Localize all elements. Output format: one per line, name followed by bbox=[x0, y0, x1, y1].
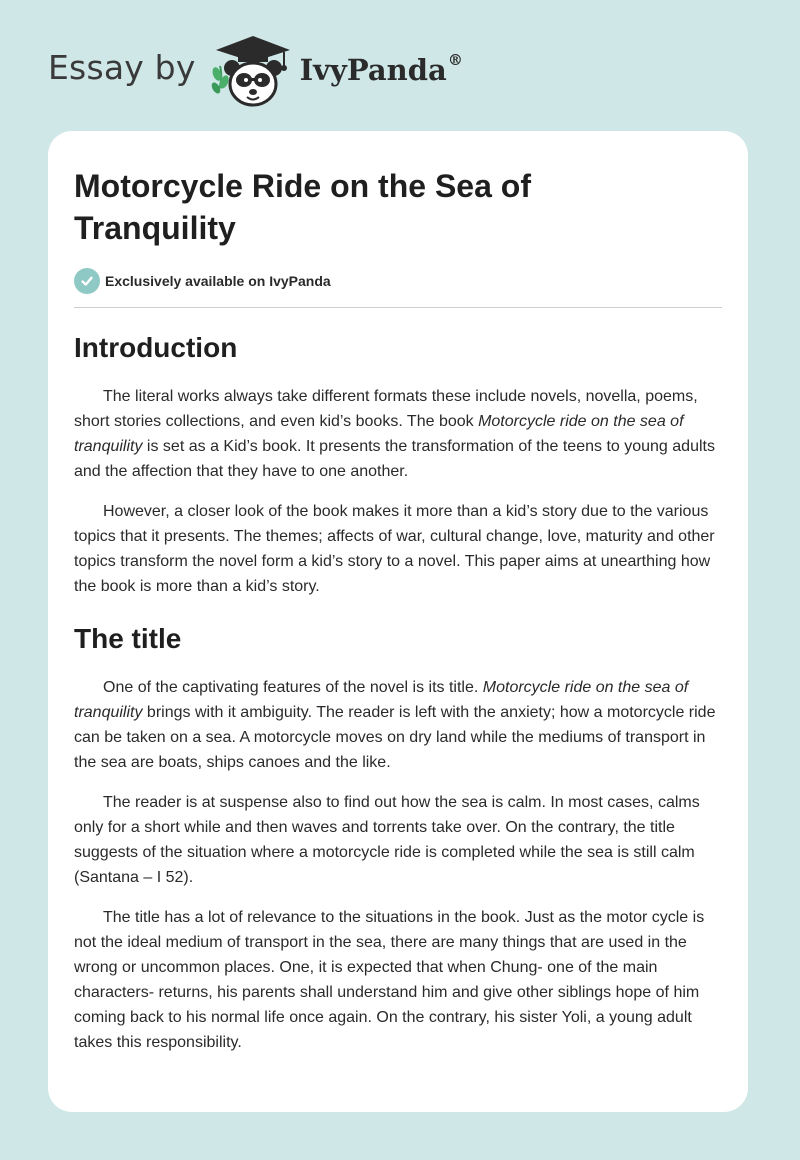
divider bbox=[74, 307, 722, 308]
paragraph-text: The literal works always take different formats these include novels, novella, poems, short stories collections, and even kid’s books. The book bbox=[74, 388, 698, 430]
page-title: Motorcycle Ride on the Sea of Tranquility bbox=[74, 168, 531, 246]
paragraph-text: However, a closer look of the book makes it more than a kid’s story due to the various topics that it presents. The themes; affects of war, cultural change, love, maturity and other topics transform the novel form a kid’s story to a novel. This paper aims at unearthing how the book is more than a kid’s story. bbox=[74, 503, 715, 595]
paragraph bbox=[74, 499, 724, 599]
paragraph bbox=[74, 790, 724, 890]
check-circle-icon bbox=[74, 268, 100, 294]
paragraph bbox=[74, 905, 724, 1055]
paragraph bbox=[74, 384, 724, 484]
paragraph-text: The title has a lot of relevance to the situations in the book. Just as the motor cycle is not the ideal medium of transport in the sea, there are many things that are used in the wrong or uncommon places. One, it is expected that when Chung- one of the main characters- returns, his parents shall understand him and give other siblings hope of him coming back to his normal life once again. On the contrary, his sister Yoli, a young adult takes this responsibility. bbox=[74, 909, 705, 1051]
registered-mark: ® bbox=[447, 51, 463, 69]
book-title-italic: Motorcycle ride on the sea of tranquility bbox=[74, 679, 689, 721]
essay-card bbox=[48, 131, 748, 1112]
book-title-italic: Motorcycle ride on the sea of tranquility bbox=[74, 413, 684, 455]
paragraph-text: is set as a Kid’s book. It presents the transformation of the teens to young adults and the affection that they have to one another. bbox=[74, 438, 715, 480]
paragraph-text: The reader is at suspense also to find out how the sea is calm. In most cases, calms only for a short while and then waves and torrents take over. On the contrary, the title suggests of the situation where a motorcycle ride is completed while the sea is still calm (Santana – I 52). bbox=[74, 794, 700, 886]
paragraph-text: One of the captivating features of the novel is its title. bbox=[103, 679, 483, 696]
site-header bbox=[48, 28, 463, 114]
paragraph-text: brings with it ambiguity. The reader is left with the anxiety; how a motorcycle ride can be taken on a sea. A motorcycle moves on dry land while the mediums of transport in the sea are boats, ships canoes and the like. bbox=[74, 704, 716, 771]
section-heading: The title bbox=[74, 623, 182, 654]
paragraph bbox=[74, 675, 724, 775]
exclusive-label: Exclusively available on IvyPanda bbox=[105, 273, 331, 289]
essay-by-label: Essay by bbox=[48, 47, 196, 87]
brand-name[interactable]: IvyPanda® bbox=[299, 51, 463, 87]
article-body bbox=[74, 330, 722, 1055]
section-heading: Introduction bbox=[74, 332, 238, 363]
panda-graduation-cap-icon bbox=[210, 30, 296, 112]
exclusive-badge bbox=[74, 267, 722, 295]
